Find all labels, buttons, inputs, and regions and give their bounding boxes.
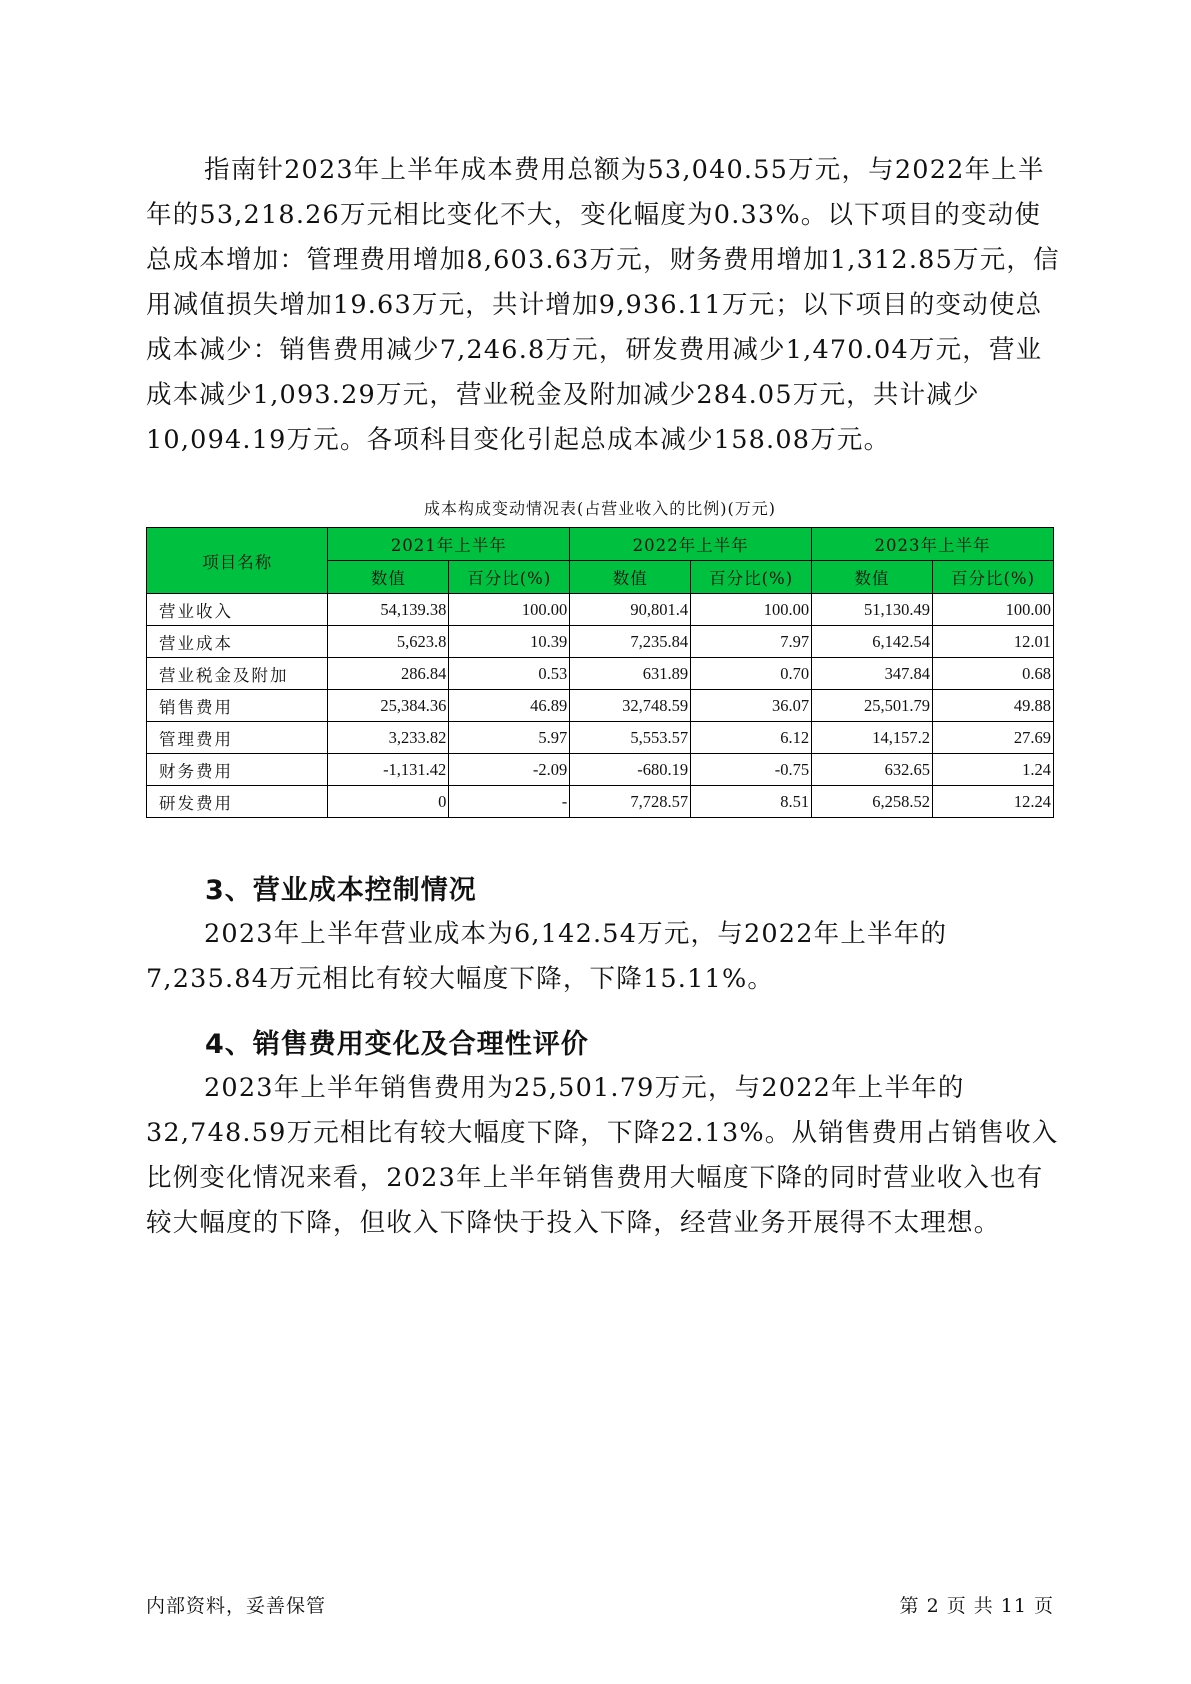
row-item-name: 营业税金及附加 — [147, 658, 328, 690]
cell-value: 0 — [328, 786, 449, 818]
subheader-percent: 百分比(%) — [449, 561, 570, 594]
table-row — [147, 722, 1054, 754]
cell-value: 7,728.57 — [570, 786, 691, 818]
cell-value: 3,233.82 — [328, 722, 449, 754]
cell-value: 32,748.59 — [570, 690, 691, 722]
cell-value: 90,801.4 — [570, 594, 691, 626]
cell-value: 632.65 — [812, 754, 933, 786]
header-period-2022: 2022年上半年 — [570, 528, 812, 561]
cell-percent: 7.97 — [691, 626, 812, 658]
cell-value: 347.84 — [812, 658, 933, 690]
table-row — [147, 786, 1054, 818]
header-period-2021: 2021年上半年 — [328, 528, 570, 561]
cell-percent: 46.89 — [449, 690, 570, 722]
table-body — [147, 594, 1054, 818]
cell-value: 25,384.36 — [328, 690, 449, 722]
subheader-percent: 百分比(%) — [691, 561, 812, 594]
cell-value: 5,623.8 — [328, 626, 449, 658]
cell-percent: 36.07 — [691, 690, 812, 722]
cell-value: 286.84 — [328, 658, 449, 690]
cell-percent: 100.00 — [933, 594, 1054, 626]
table-row — [147, 754, 1054, 786]
operating-cost-paragraph — [146, 912, 1066, 1002]
subheader-value: 数值 — [570, 561, 691, 594]
row-item-name: 营业成本 — [147, 626, 328, 658]
cell-percent: -0.75 — [691, 754, 812, 786]
table-row — [147, 690, 1054, 722]
subheader-value: 数值 — [328, 561, 449, 594]
header-item-name: 项目名称 — [147, 528, 328, 594]
cell-percent: 27.69 — [933, 722, 1054, 754]
row-item-name: 销售费用 — [147, 690, 328, 722]
cell-percent: 10.39 — [449, 626, 570, 658]
row-item-name: 研发费用 — [147, 786, 328, 818]
cell-value: 631.89 — [570, 658, 691, 690]
operating-cost-text: 2023年上半年营业成本为6,142.54万元，与2022年上半年的7,235.84万元相比有较大幅度下降，下降15.11%。 — [146, 919, 948, 994]
cell-percent: 49.88 — [933, 690, 1054, 722]
row-item-name: 营业收入 — [147, 594, 328, 626]
cell-percent: 0.53 — [449, 658, 570, 690]
table-row — [147, 594, 1054, 626]
header-period-2023: 2023年上半年 — [812, 528, 1054, 561]
cell-percent: 100.00 — [449, 594, 570, 626]
cell-value: 25,501.79 — [812, 690, 933, 722]
table-caption: 成本构成变动情况表(占营业收入的比例)(万元) — [424, 499, 776, 518]
sales-expense-paragraph — [146, 1066, 1066, 1246]
footer-page-number: 第 2 页 共 11 页 — [899, 1595, 1054, 1617]
row-item-name: 管理费用 — [147, 722, 328, 754]
cost-structure-table — [146, 527, 1054, 818]
cell-percent: 0.68 — [933, 658, 1054, 690]
subheader-value: 数值 — [812, 561, 933, 594]
table-row — [147, 658, 1054, 690]
row-item-name: 财务费用 — [147, 754, 328, 786]
cell-value: 14,157.2 — [812, 722, 933, 754]
cell-value: 6,142.54 — [812, 626, 933, 658]
cell-percent: -2.09 — [449, 754, 570, 786]
cell-percent: 100.00 — [691, 594, 812, 626]
cell-percent: 5.97 — [449, 722, 570, 754]
subheader-percent: 百分比(%) — [933, 561, 1054, 594]
section-heading-operating-cost: 3、营业成本控制情况 — [205, 875, 477, 906]
cell-value: -680.19 — [570, 754, 691, 786]
intro-text: 指南针2023年上半年成本费用总额为53,040.55万元，与2022年上半年的53,218.26万元相比变化不大，变化幅度为0.33%。以下项目的变动使总成本增加：管理费用增加8,603.63万元，财务费用增加1,312.85万元，信用减值损失增加19.63万元，共计增加9,936.11万元；以下项目的变动使总成本减少：销售费用减少7,246.8万元，研发费用减少1,470.04万元，营业成本减少1,093.29万元，营业税金及附加减少284.05万元，共计减少10,094.19万元。各项科目变化引起总成本减少158.08万元。 — [146, 155, 1060, 455]
section-heading-sales-expense: 4、销售费用变化及合理性评价 — [205, 1029, 589, 1060]
sales-expense-text: 2023年上半年销售费用为25,501.79万元，与2022年上半年的32,748.59万元相比有较大幅度下降，下降22.13%。从销售费用占销售收入比例变化情况来看，2023年上半年销售费用大幅度下降的同时营业收入也有较大幅度的下降，但收入下降快于投入下降，经营业务开展得不太理想。 — [146, 1073, 1059, 1238]
cell-percent: 0.70 — [691, 658, 812, 690]
cell-value: -1,131.42 — [328, 754, 449, 786]
cell-percent: 8.51 — [691, 786, 812, 818]
cell-value: 5,553.57 — [570, 722, 691, 754]
cell-percent: 1.24 — [933, 754, 1054, 786]
cell-value: 54,139.38 — [328, 594, 449, 626]
intro-paragraph — [146, 148, 1066, 463]
footer-confidential-note: 内部资料，妥善保管 — [146, 1595, 327, 1617]
cell-percent: 12.24 — [933, 786, 1054, 818]
cell-percent: 12.01 — [933, 626, 1054, 658]
cell-percent: - — [449, 786, 570, 818]
cell-value: 6,258.52 — [812, 786, 933, 818]
table-row — [147, 626, 1054, 658]
cell-value: 7,235.84 — [570, 626, 691, 658]
cell-value: 51,130.49 — [812, 594, 933, 626]
cell-percent: 6.12 — [691, 722, 812, 754]
